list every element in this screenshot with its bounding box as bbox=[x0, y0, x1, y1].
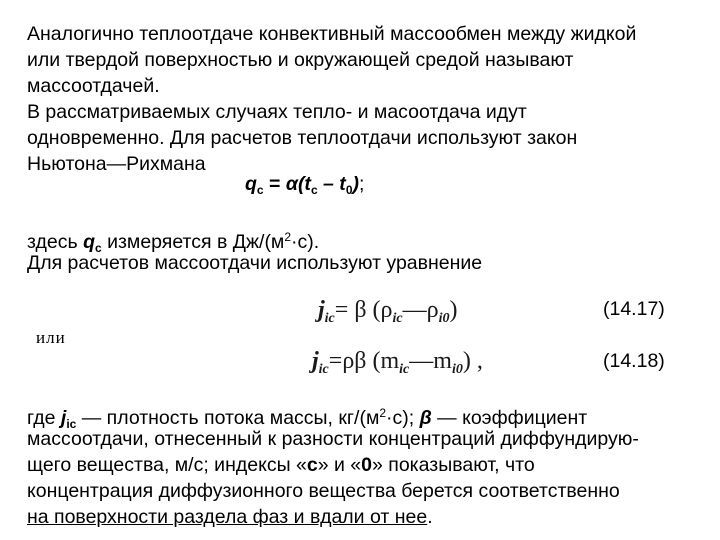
units-suffix: ·с). bbox=[291, 231, 320, 253]
def3-zero: 0 bbox=[361, 454, 372, 476]
eq2-close: ) , bbox=[462, 348, 483, 374]
def3-a: щего вещества, м/с; индексы « bbox=[27, 454, 307, 476]
eq2-j: j bbox=[312, 348, 319, 374]
def-prefix: где bbox=[27, 407, 61, 429]
formula-alpha: α bbox=[285, 173, 298, 195]
def-suffix: — коэффициент bbox=[431, 407, 588, 429]
def-j-sub: ic bbox=[66, 417, 77, 431]
eq1-j: j bbox=[318, 297, 325, 323]
def-mid2: ·с); bbox=[386, 407, 420, 429]
def-beta: β bbox=[419, 407, 432, 429]
mass-transfer-intro: Для расчетов массоотдачи используют уравнение bbox=[27, 252, 483, 274]
equation-14-17 bbox=[318, 297, 457, 327]
def3-d: » показывают, что bbox=[372, 454, 535, 476]
formula-minus: – t bbox=[317, 173, 346, 195]
formula-close: ) bbox=[352, 173, 359, 195]
or-label: или bbox=[36, 328, 66, 347]
units-q: q bbox=[83, 231, 95, 253]
eq1-dash: —ρ bbox=[402, 297, 439, 323]
paragraph-line-6: Ньютона—Рихмана bbox=[27, 153, 206, 175]
equation-number-14-18: (14.18) bbox=[603, 350, 665, 372]
paragraph-line-4: В рассматриваемых случаях тепло- и масоотдача идут bbox=[27, 101, 527, 123]
paragraph-line-1: Аналогично теплоотдаче конвективный массообмен между жидкой bbox=[27, 23, 637, 45]
eq1-close: ) bbox=[449, 297, 458, 323]
paragraph-line-2: или твердой поверхностью и окружающей средой называют bbox=[27, 49, 574, 71]
def-j: j bbox=[60, 407, 67, 429]
units-prefix: здесь bbox=[27, 231, 84, 253]
paragraph-line-5: одновременно. Для расчетов теплоотдачи используют закон bbox=[27, 127, 578, 149]
eq2-m-sub1: ic bbox=[399, 362, 410, 377]
def-mid: — плотность потока массы, кг/(м bbox=[76, 407, 380, 429]
formula-t-sub: c bbox=[310, 183, 318, 197]
def5-end: . bbox=[427, 506, 433, 528]
eq1-j-sub: ic bbox=[324, 311, 335, 326]
definitions-line-3 bbox=[27, 452, 707, 478]
units-sup: 2 bbox=[284, 230, 292, 244]
formula-q: q bbox=[245, 173, 257, 195]
def5-underlined: на поверхности раздела фаз и вдали от нее bbox=[27, 506, 428, 528]
equation-14-18 bbox=[312, 348, 483, 378]
eq2-dash: —m bbox=[409, 348, 452, 374]
def3-b: » и « bbox=[317, 454, 362, 476]
eq2-j-sub: ic bbox=[318, 362, 329, 377]
eq2-rhs: =ρβ (m bbox=[328, 348, 400, 374]
newton-richmann-formula bbox=[245, 171, 364, 203]
formula-t0-sub: 0 bbox=[345, 183, 353, 197]
formula-semicolon: ; bbox=[359, 173, 365, 195]
def-sup: 2 bbox=[379, 406, 387, 420]
formula-q-sub: c bbox=[256, 183, 264, 197]
definitions-line-2: массоотдачи, отнесенный к разности концентраций диффундирую- bbox=[27, 428, 639, 450]
units-mid: измеряется в Дж/(м bbox=[101, 231, 285, 253]
def3-c: с bbox=[306, 454, 318, 476]
eq2-m-sub2: i0 bbox=[451, 362, 463, 377]
formula-eq: = bbox=[263, 173, 286, 195]
eq1-rhs: = β (ρ bbox=[334, 297, 393, 323]
definitions-line-4: концентрация диффузионного вещества берется соответственно bbox=[27, 480, 620, 502]
equation-number-14-17: (14.17) bbox=[603, 298, 665, 320]
formula-open: (t bbox=[297, 173, 311, 195]
eq1-rho-sub2: i0 bbox=[438, 311, 450, 326]
definitions-line-5 bbox=[27, 504, 707, 530]
units-q-sub: c bbox=[94, 241, 102, 255]
paragraph-line-3: массоотдачей. bbox=[27, 75, 160, 97]
eq1-rho-sub1: ic bbox=[392, 311, 403, 326]
